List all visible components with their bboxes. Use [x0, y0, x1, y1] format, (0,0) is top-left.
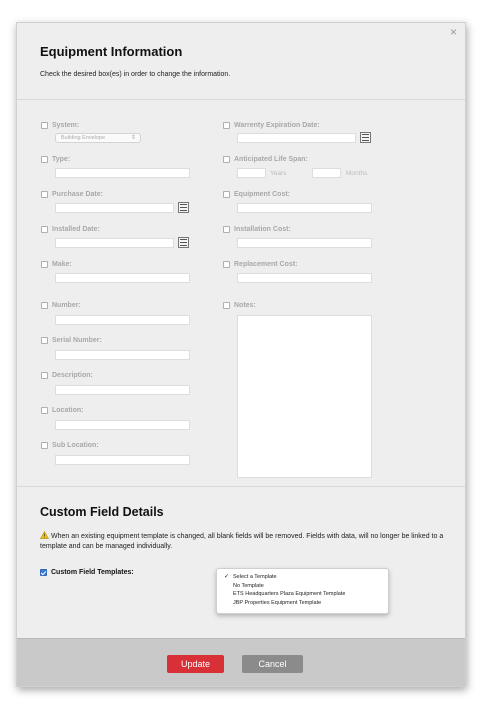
- calendar-icon[interactable]: [178, 202, 189, 213]
- system-checkbox[interactable]: [41, 122, 48, 129]
- location-checkbox[interactable]: [41, 407, 48, 414]
- cancel-button[interactable]: Cancel: [242, 655, 303, 673]
- life-span-label: Anticipated Life Span:: [234, 155, 308, 163]
- replacement-cost-label: Replacement Cost:: [234, 260, 298, 268]
- equipment-cost-label: Equipment Cost:: [234, 190, 290, 198]
- number-label: Number:: [52, 301, 81, 309]
- modal-subtitle: Check the desired box(es) in order to change the information.: [40, 71, 231, 78]
- warranty-field: [223, 120, 320, 130]
- installed-date-checkbox[interactable]: [41, 226, 48, 233]
- sub-location-checkbox[interactable]: [41, 442, 48, 449]
- make-label: Make:: [52, 260, 72, 268]
- warning-icon: [40, 531, 49, 539]
- make-field: [41, 259, 72, 269]
- template-option[interactable]: No Template: [233, 582, 264, 589]
- calendar-icon[interactable]: [178, 237, 189, 248]
- sub-location-field: [41, 440, 99, 450]
- life-span-months-input[interactable]: [312, 168, 341, 178]
- warning-text: When an existing equipment template is changed, all blank fields will be removed. Fields with data, will no longer be linked to a template and can be managed individually.: [40, 533, 444, 550]
- notes-checkbox[interactable]: [223, 302, 230, 309]
- installed-date-label: Installed Date:: [52, 225, 100, 233]
- template-dropdown-menu[interactable]: [216, 568, 389, 614]
- warranty-input[interactable]: [237, 133, 356, 143]
- section-divider: [17, 486, 465, 487]
- equipment-modal: [16, 22, 466, 687]
- template-option[interactable]: ETS Headquarters Plaza Equipment Template: [233, 591, 346, 597]
- chevron-updown-icon: ⇕: [130, 135, 136, 141]
- system-label: System:: [52, 121, 80, 129]
- number-checkbox[interactable]: [41, 302, 48, 309]
- installation-cost-input[interactable]: [237, 238, 372, 248]
- purchase-date-label: Purchase Date:: [52, 190, 103, 198]
- system-field: [41, 120, 79, 130]
- equipment-cost-input[interactable]: [237, 203, 372, 213]
- life-span-years-input[interactable]: [237, 168, 266, 178]
- system-select-value: Building Envelope: [61, 135, 106, 141]
- sub-location-input[interactable]: [55, 455, 190, 465]
- description-input[interactable]: [55, 385, 190, 395]
- custom-field-warning: [40, 530, 445, 552]
- months-unit-label: Months: [346, 170, 368, 177]
- installed-date-input[interactable]: [55, 238, 174, 248]
- serial-number-input[interactable]: [55, 350, 190, 360]
- location-field: [41, 405, 84, 415]
- update-button[interactable]: Update: [167, 655, 224, 673]
- notes-field: [223, 300, 256, 310]
- number-input[interactable]: [55, 315, 190, 325]
- purchase-date-checkbox[interactable]: [41, 191, 48, 198]
- type-checkbox[interactable]: [41, 156, 48, 163]
- modal-title: Equipment Information: [40, 44, 183, 59]
- calendar-icon[interactable]: [360, 132, 371, 143]
- sub-location-label: Sub Location:: [52, 441, 99, 449]
- replacement-cost-field: [223, 259, 297, 269]
- description-field: [41, 370, 93, 380]
- modal-footer: [17, 638, 465, 686]
- location-label: Location:: [52, 406, 84, 414]
- warranty-label: Warrenty Expiration Date:: [234, 121, 320, 129]
- installation-cost-label: Installation Cost:: [234, 225, 291, 233]
- location-input[interactable]: [55, 420, 190, 430]
- equipment-cost-field: [223, 189, 290, 199]
- type-input[interactable]: [55, 168, 190, 178]
- custom-field-templates-checkbox[interactable]: [40, 569, 47, 576]
- warranty-checkbox[interactable]: [223, 122, 230, 129]
- serial-number-checkbox[interactable]: [41, 337, 48, 344]
- replacement-cost-checkbox[interactable]: [223, 261, 230, 268]
- custom-field-title: Custom Field Details: [40, 505, 164, 519]
- installation-cost-field: [223, 224, 291, 234]
- replacement-cost-input[interactable]: [237, 273, 372, 283]
- installation-cost-checkbox[interactable]: [223, 226, 230, 233]
- custom-field-templates-label: Custom Field Templates:: [51, 569, 134, 576]
- type-label: Type:: [52, 155, 71, 163]
- template-option[interactable]: ✓ Select a Template: [224, 574, 277, 580]
- number-field: [41, 300, 81, 310]
- description-checkbox[interactable]: [41, 372, 48, 379]
- description-label: Description:: [52, 371, 93, 379]
- life-span-field: [223, 154, 308, 164]
- installed-date-field: [41, 224, 100, 234]
- notes-textarea[interactable]: [237, 315, 372, 478]
- notes-label: Notes:: [234, 301, 256, 309]
- equipment-cost-checkbox[interactable]: [223, 191, 230, 198]
- system-select[interactable]: [55, 133, 141, 143]
- checkmark-icon: ✓: [224, 574, 230, 580]
- life-span-checkbox[interactable]: [223, 156, 230, 163]
- close-icon[interactable]: ×: [449, 25, 457, 39]
- header-divider: [17, 99, 465, 100]
- serial-number-label: Serial Number:: [52, 336, 102, 344]
- purchase-date-input[interactable]: [55, 203, 174, 213]
- purchase-date-field: [41, 189, 103, 199]
- make-input[interactable]: [55, 273, 190, 283]
- template-option[interactable]: JBP Properties Equipment Template: [233, 599, 322, 606]
- type-field: [41, 154, 70, 164]
- serial-number-field: [41, 335, 102, 345]
- years-unit-label: Years: [270, 170, 287, 177]
- make-checkbox[interactable]: [41, 261, 48, 268]
- custom-field-templates-field: [40, 569, 134, 576]
